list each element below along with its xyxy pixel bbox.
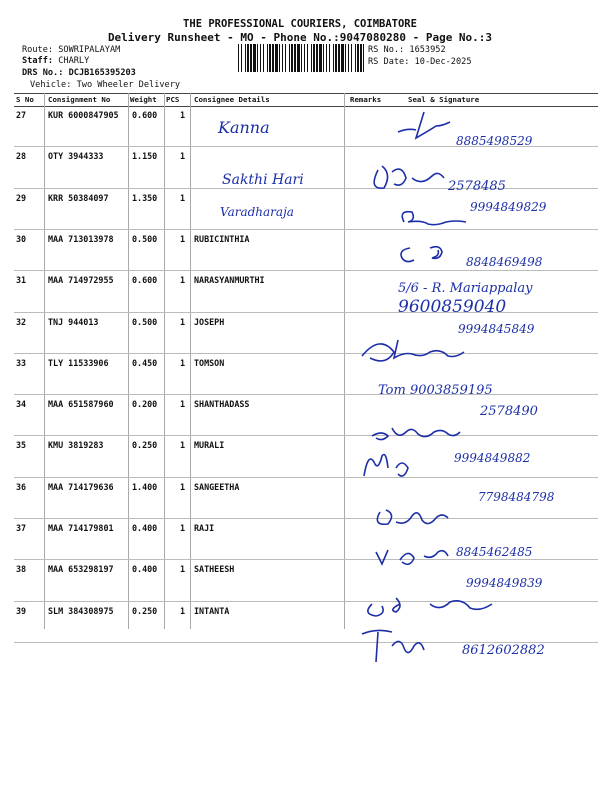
table-row — [14, 270, 598, 311]
handwritten-phone: 7798484798 — [478, 490, 555, 504]
vehicle-value: Two Wheeler Delivery — [76, 80, 181, 90]
cell-consignee: RAJI — [194, 523, 215, 533]
vehicle-label: Vehicle: — [30, 80, 72, 90]
cell-consignee: SATHEESH — [194, 564, 235, 575]
barcode-bar — [360, 44, 362, 72]
route-info — [22, 45, 120, 55]
cell-weight: 1.350 — [132, 192, 158, 203]
rs-date-label: RS Date: — [368, 57, 410, 67]
barcode-bar — [316, 44, 318, 72]
rs-no-value: 1653952 — [409, 45, 446, 55]
barcode-bar — [307, 44, 308, 72]
table-row — [14, 518, 598, 559]
table-row — [14, 229, 598, 270]
rs-date-info — [368, 57, 472, 67]
barcode — [238, 44, 364, 72]
table-row — [14, 312, 598, 353]
barcode-bar — [241, 44, 242, 72]
drs-value: DCJB165395203 — [68, 68, 136, 78]
handwritten-phone: 2578485 — [448, 179, 506, 194]
handwritten-phone: 9994849882 — [454, 451, 531, 465]
cell-consignment: TLY 11533906 — [48, 357, 109, 368]
barcode-bar — [285, 44, 286, 72]
cell-weight: 0.250 — [132, 440, 158, 451]
cell-sno: 32 — [16, 316, 27, 327]
cell-consignment: MAA 714179801 — [48, 523, 114, 533]
cell-consignment: KUR 6000847905 — [48, 110, 119, 120]
barcode-bar — [326, 44, 327, 72]
cell-weight: 1.400 — [132, 481, 158, 492]
barcode-bar — [247, 44, 249, 72]
cell-consignment: OTY 3944333 — [48, 151, 104, 162]
col-seal: Seal & Signature — [408, 95, 480, 104]
cell-pcs: 1 — [180, 110, 186, 120]
barcode-bar — [341, 44, 344, 72]
rs-date-value: 10-Dec-2025 — [414, 57, 472, 67]
cell-pcs: 1 — [180, 233, 186, 244]
cell-sno: 33 — [16, 357, 27, 368]
col-consignment: Consignment No — [48, 95, 111, 104]
cell-consignee: TOMSON — [194, 357, 225, 368]
table-row — [14, 105, 598, 146]
cell-sno: 37 — [16, 523, 27, 533]
table-row — [14, 435, 598, 476]
cell-pcs: 1 — [180, 357, 186, 368]
barcode-bar — [338, 44, 340, 72]
cell-consignment: TNJ 944013 — [48, 316, 99, 327]
table-row — [14, 601, 598, 642]
barcode-bar — [279, 44, 280, 72]
drs-label: DRS No.: — [22, 68, 64, 78]
table-row — [14, 394, 598, 435]
cell-weight: 0.500 — [132, 233, 158, 244]
barcode-bar — [253, 44, 256, 72]
cell-consignment: KRR 50384097 — [48, 192, 109, 203]
table-row — [14, 188, 598, 229]
cell-pcs: 1 — [180, 523, 186, 533]
barcode-bar — [294, 44, 296, 72]
barcode-bar — [260, 44, 261, 72]
vehicle-info — [30, 80, 180, 90]
page-subtitle: Delivery Runsheet - MO - Phone No.:9047080280 - Page No.:3 — [107, 31, 493, 44]
handwritten-phone: 9994845849 — [458, 322, 535, 336]
route-label: Route: — [22, 45, 54, 55]
cell-consignee: SHANTHADASS — [194, 399, 250, 410]
cell-sno: 30 — [16, 233, 27, 244]
handwritten-phone: 9994849839 — [466, 576, 543, 590]
cell-consignee: SANGEETHA — [194, 481, 240, 492]
barcode-bar — [357, 44, 359, 72]
cell-consignment: MAA 713013978 — [48, 233, 114, 244]
handwritten-phone: 8885498529 — [456, 134, 533, 148]
handwritten-phone: 8845462485 — [456, 545, 533, 559]
cell-weight: 0.400 — [132, 564, 158, 575]
barcode-bar — [263, 44, 264, 72]
row-divider — [14, 642, 598, 643]
cell-pcs: 1 — [180, 440, 186, 451]
handwritten-phone: 8612602882 — [462, 643, 545, 658]
cell-consignment: MAA 653298197 — [48, 564, 114, 575]
col-weight: Weight — [130, 95, 157, 104]
cell-weight: 0.500 — [132, 316, 158, 327]
handwritten-text: Tom 9003859195 — [378, 383, 493, 398]
barcode-bar — [323, 44, 324, 72]
cell-sno: 38 — [16, 564, 27, 575]
handwritten-name: Kanna — [218, 118, 270, 137]
cell-pcs: 1 — [180, 316, 186, 327]
cell-sno: 28 — [16, 151, 27, 162]
barcode-bar — [282, 44, 283, 72]
cell-pcs: 1 — [180, 564, 186, 575]
cell-consignment: MAA 714972955 — [48, 275, 114, 286]
cell-weight: 0.600 — [132, 110, 158, 120]
staff-value: CHARLY — [58, 56, 90, 66]
drs-info — [22, 68, 136, 78]
barcode-bar — [333, 44, 334, 72]
table-row — [14, 353, 598, 394]
cell-pcs: 1 — [180, 151, 186, 162]
cell-consignment: SLM 384308975 — [48, 605, 114, 616]
barcode-bar — [363, 44, 364, 72]
cell-sno: 34 — [16, 399, 27, 410]
barcode-bar — [272, 44, 274, 72]
cell-consignment: MAA 714179636 — [48, 481, 114, 492]
table-row — [14, 146, 598, 187]
col-remarks: Remarks — [350, 95, 382, 104]
cell-consignee: NARASYANMURTHI — [194, 275, 265, 286]
cell-pcs: 1 — [180, 399, 186, 410]
cell-sno: 35 — [16, 440, 27, 451]
cell-weight: 1.150 — [132, 151, 158, 162]
route-value: SOWRIPALAYAM — [58, 45, 121, 55]
barcode-bar — [269, 44, 271, 72]
cell-consignment: KMU 3819283 — [48, 440, 104, 451]
barcode-bar — [301, 44, 302, 72]
handwritten-phone: 9600859040 — [398, 297, 507, 317]
barcode-bar — [297, 44, 300, 72]
col-sno: S No — [16, 95, 34, 104]
cell-sno: 39 — [16, 605, 27, 616]
barcode-bar — [250, 44, 252, 72]
cell-sno: 29 — [16, 192, 27, 203]
barcode-bar — [245, 44, 246, 72]
cell-consignment: MAA 651587960 — [48, 399, 114, 410]
table-row — [14, 477, 598, 518]
cell-weight: 0.250 — [132, 605, 158, 616]
handwritten-name: Sakthi Hari — [222, 172, 304, 188]
barcode-bar — [345, 44, 346, 72]
barcode-bar — [238, 44, 239, 72]
staff-info — [22, 56, 89, 66]
cell-sno: 31 — [16, 275, 27, 286]
cell-pcs: 1 — [180, 605, 186, 616]
barcode-bar — [289, 44, 290, 72]
rs-no-info — [368, 45, 446, 55]
handwritten-phone: 2578490 — [480, 404, 538, 419]
barcode-bar — [329, 44, 330, 72]
page-title: THE PROFESSIONAL COURIERS, COIMBATORE — [183, 18, 417, 30]
barcode-bar — [304, 44, 305, 72]
cell-pcs: 1 — [180, 275, 186, 286]
table-row — [14, 559, 598, 600]
handwritten-phone: 8848469498 — [466, 255, 543, 269]
barcode-bar — [257, 44, 258, 72]
barcode-bar — [311, 44, 312, 72]
cell-consignee: INTANTA — [194, 605, 230, 616]
barcode-bar — [275, 44, 278, 72]
cell-sno: 27 — [16, 110, 27, 120]
staff-label: Staff: — [22, 56, 54, 66]
col-pcs: PCS — [166, 95, 180, 104]
handwritten-phone: 9994849829 — [470, 200, 547, 214]
barcode-bar — [348, 44, 349, 72]
handwritten-address: 5/6 - R. Mariappalay — [398, 281, 533, 296]
cell-pcs: 1 — [180, 481, 186, 492]
barcode-bar — [313, 44, 315, 72]
cell-consignee: RUBICINTHIA — [194, 233, 250, 244]
cell-sno: 36 — [16, 481, 27, 492]
barcode-bar — [319, 44, 322, 72]
rs-no-label: RS No.: — [368, 45, 405, 55]
cell-weight: 0.200 — [132, 399, 158, 410]
cell-weight: 0.400 — [132, 523, 158, 533]
barcode-bar — [351, 44, 352, 72]
handwritten-name: Varadharaja — [220, 205, 294, 219]
cell-pcs: 1 — [180, 192, 186, 203]
cell-weight: 0.450 — [132, 357, 158, 368]
cell-consignee: MURALI — [194, 440, 225, 451]
col-consignee: Consignee Details — [194, 95, 270, 104]
barcode-bar — [291, 44, 293, 72]
cell-weight: 0.600 — [132, 275, 158, 286]
barcode-bar — [267, 44, 268, 72]
cell-consignee: JOSEPH — [194, 316, 225, 327]
barcode-bar — [335, 44, 337, 72]
barcode-bar — [355, 44, 356, 72]
